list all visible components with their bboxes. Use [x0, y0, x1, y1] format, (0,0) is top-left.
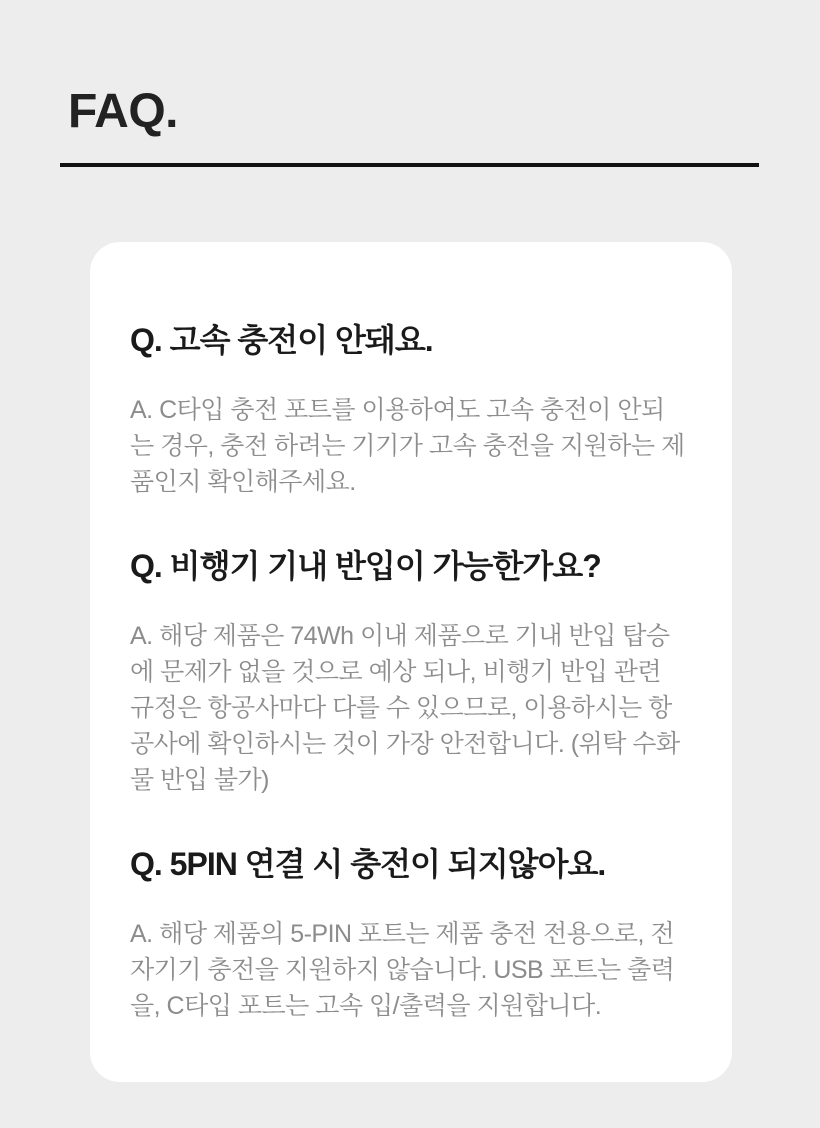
faq-item	[130, 320, 687, 500]
faq-answer: A. C타입 충전 포트를 이용하여도 고속 충전이 안되는 경우, 충전 하려는 기기가 고속 충전을 지원하는 제품인지 확인해주세요.	[130, 396, 685, 496]
page-title: FAQ.	[68, 85, 179, 138]
faq-answer: A. 해당 제품은 74Wh 이내 제품으로 기내 반입 탑승에 문제가 없을 것으로 예상 되나, 비행기 반입 관련 규정은 항공사마다 다를 수 있으므로, 이용하시는 항공사에 확인하시는 것이 가장 안전합니다. (위탁 수화물 반입 불가)	[130, 622, 680, 794]
faq-answer: A. 해당 제품의 5-PIN 포트는 제품 충전 전용으로, 전자기기 충전을 지원하지 않습니다. USB 포트는 출력을, C타입 포트는 고속 입/출력을 지원합니다.	[130, 920, 675, 1020]
title-divider	[60, 163, 759, 167]
faq-item	[130, 844, 687, 1024]
faq-item	[130, 546, 687, 798]
faq-question: Q. 비행기 기내 반입이 가능한가요?	[130, 548, 601, 584]
faq-card	[90, 242, 732, 1082]
faq-question: Q. 고속 충전이 안돼요.	[130, 322, 433, 358]
faq-question: Q. 5PIN 연결 시 충전이 되지않아요.	[130, 846, 606, 882]
